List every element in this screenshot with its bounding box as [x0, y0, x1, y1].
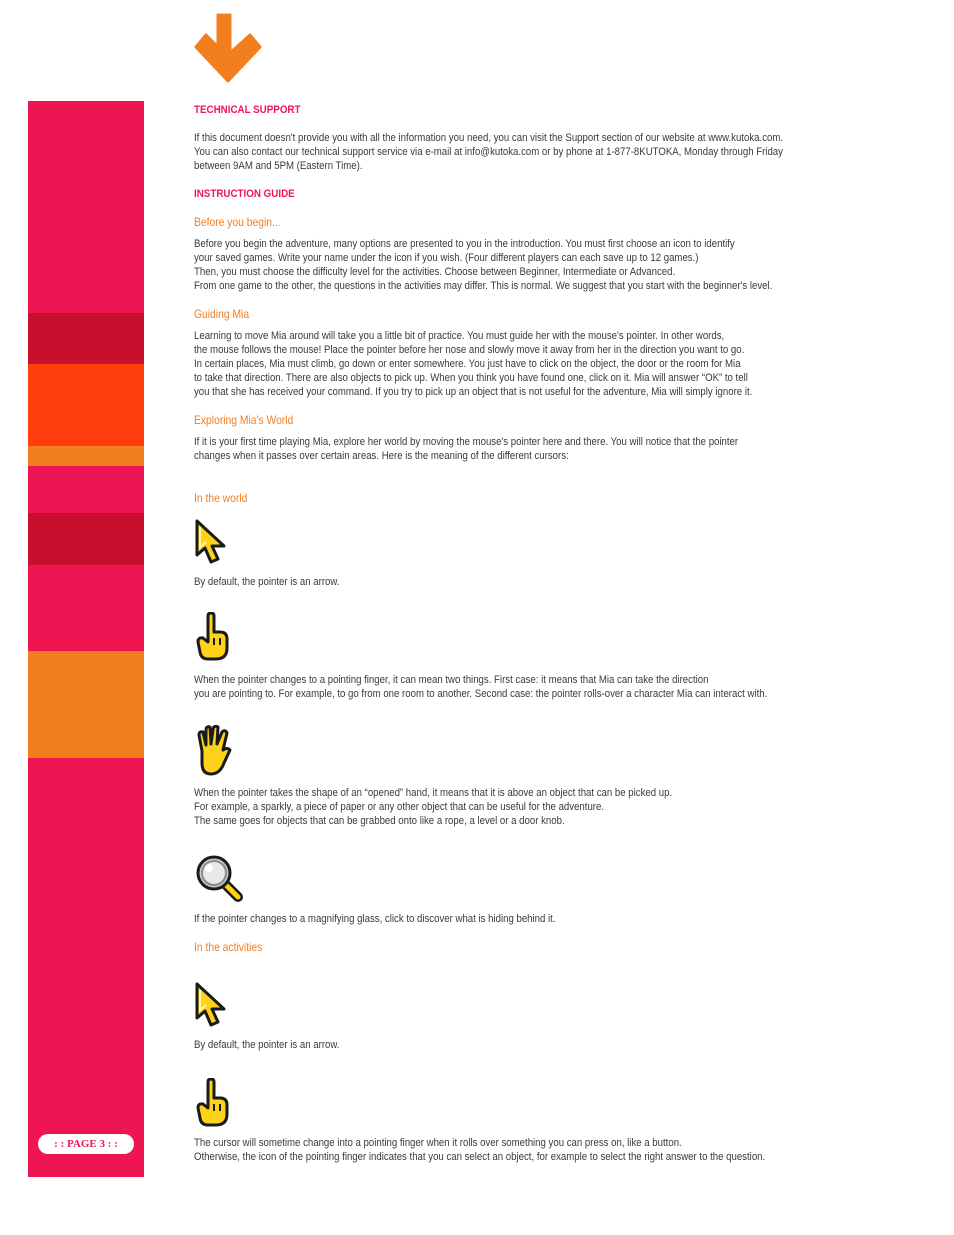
- paragraph-line: you are pointing to. For example, to go from one room to another. Second case: the pointer rolls-over a character Mia can interact with.: [194, 688, 768, 700]
- paragraph-line: When the pointer takes the shape of an “opened” hand, it means that it is above an object that can be picked up.: [194, 787, 673, 799]
- arrow-cursor-icon: [194, 519, 228, 565]
- paragraph-line: If this document doesn't provide you with all the information you need, you can visit the Support section of our website at www.kutoka.com.: [194, 132, 784, 144]
- paragraph-line: For example, a sparkly, a piece of paper or any other object that can be useful for the adventure.: [194, 801, 605, 813]
- paragraph-line: If it is your first time playing Mia, explore her world by moving the mouse's pointer here and there. You will notice that the pointer: [194, 436, 739, 448]
- paragraph-line: In certain places, Mia must climb, go down or enter somewhere. You just have to click on the object, the door or the room for Mia: [194, 358, 741, 370]
- paragraph-line: From one game to the other, the questions in the activities may differ. This is normal. We suggest that you start with the beginner's level.: [194, 280, 773, 292]
- sidebar-band-orange: [28, 446, 144, 466]
- paragraph-line: When the pointer changes to a pointing finger, it can mean two things. First case: it means that Mia can take the direction: [194, 674, 709, 686]
- paragraph-line: The cursor will sometime change into a pointing finger when it rolls over something you can press on, like a button.: [194, 1137, 682, 1149]
- paragraph-line: you that she has received your command. If you try to pick up an object that is not useful for the adventure, Mia will simply ignore it.: [194, 386, 753, 398]
- sidebar: [28, 101, 144, 1177]
- paragraph-line: Otherwise, the icon of the pointing finger indicates that you can select an object, for example to select the right answer to the question.: [194, 1151, 766, 1163]
- heading-instruction-guide: INSTRUCTION GUIDE: [194, 188, 295, 200]
- paragraph-line: You can also contact our technical support service via e-mail at info@kutoka.com or by phone at 1-877-8KUTOKA, Monday through Friday: [194, 146, 783, 158]
- magnifying-glass-cursor-icon: [194, 853, 244, 903]
- subheading-before: Before you begin...: [194, 215, 281, 229]
- page-number: : : PAGE 3 : :: [38, 1134, 134, 1154]
- heading-technical-support: TECHNICAL SUPPORT: [194, 104, 301, 116]
- paragraph-line: By default, the pointer is an arrow.: [194, 1039, 340, 1051]
- paragraph-line: the mouse follows the mouse! Place the pointer before her nose and slowly move it away from her in the direction you want to go.: [194, 344, 745, 356]
- paragraph-line: Before you begin the adventure, many options are presented to you in the introduction. You must first choose an icon to identify: [194, 238, 735, 250]
- paragraph-line: The same goes for objects that can be grabbed onto like a rope, a level or a door knob.: [194, 815, 565, 827]
- pointing-finger-cursor-icon: [194, 612, 232, 662]
- sidebar-band-crimson-2: [28, 513, 144, 565]
- down-arrow-icon: [194, 13, 262, 85]
- paragraph-line: your saved games. Write your name under the icon if you wish. (Four different players can each save up to 12 games.): [194, 252, 699, 264]
- subheading-in-the-world: In the world: [194, 491, 248, 505]
- paragraph-line: Learning to move Mia around will take you a little bit of practice. You must guide her with the mouse's pointer. In other words,: [194, 330, 725, 342]
- sidebar-band-red-orange: [28, 364, 144, 446]
- paragraph-line: changes when it passes over certain areas. Here is the meaning of the different cursors:: [194, 450, 569, 462]
- pointing-finger-cursor-icon: [194, 1078, 232, 1128]
- paragraph-line: Then, you must choose the difficulty level for the activities. Choose between Beginner, Intermediate or Advanced.: [194, 266, 676, 278]
- sidebar-band-crimson: [28, 313, 144, 364]
- paragraph-line: If the pointer changes to a magnifying glass, click to discover what is hiding behind it.: [194, 913, 556, 925]
- paragraph-line: to take that direction. There are also objects to pick up. When you think you have found one, click on it. Mia will answer “OK” to tell: [194, 372, 748, 384]
- open-hand-cursor-icon: [194, 725, 234, 777]
- sidebar-band-orange-2: [28, 651, 144, 758]
- subheading-in-the-activities: In the activities: [194, 940, 263, 954]
- paragraph-line: between 9AM and 5PM (Eastern Time).: [194, 160, 363, 172]
- subheading-exploring: Exploring Mia's World: [194, 413, 294, 427]
- arrow-cursor-icon: [194, 982, 228, 1028]
- subheading-guiding: Guiding Mia: [194, 307, 250, 321]
- paragraph-line: By default, the pointer is an arrow.: [194, 576, 340, 588]
